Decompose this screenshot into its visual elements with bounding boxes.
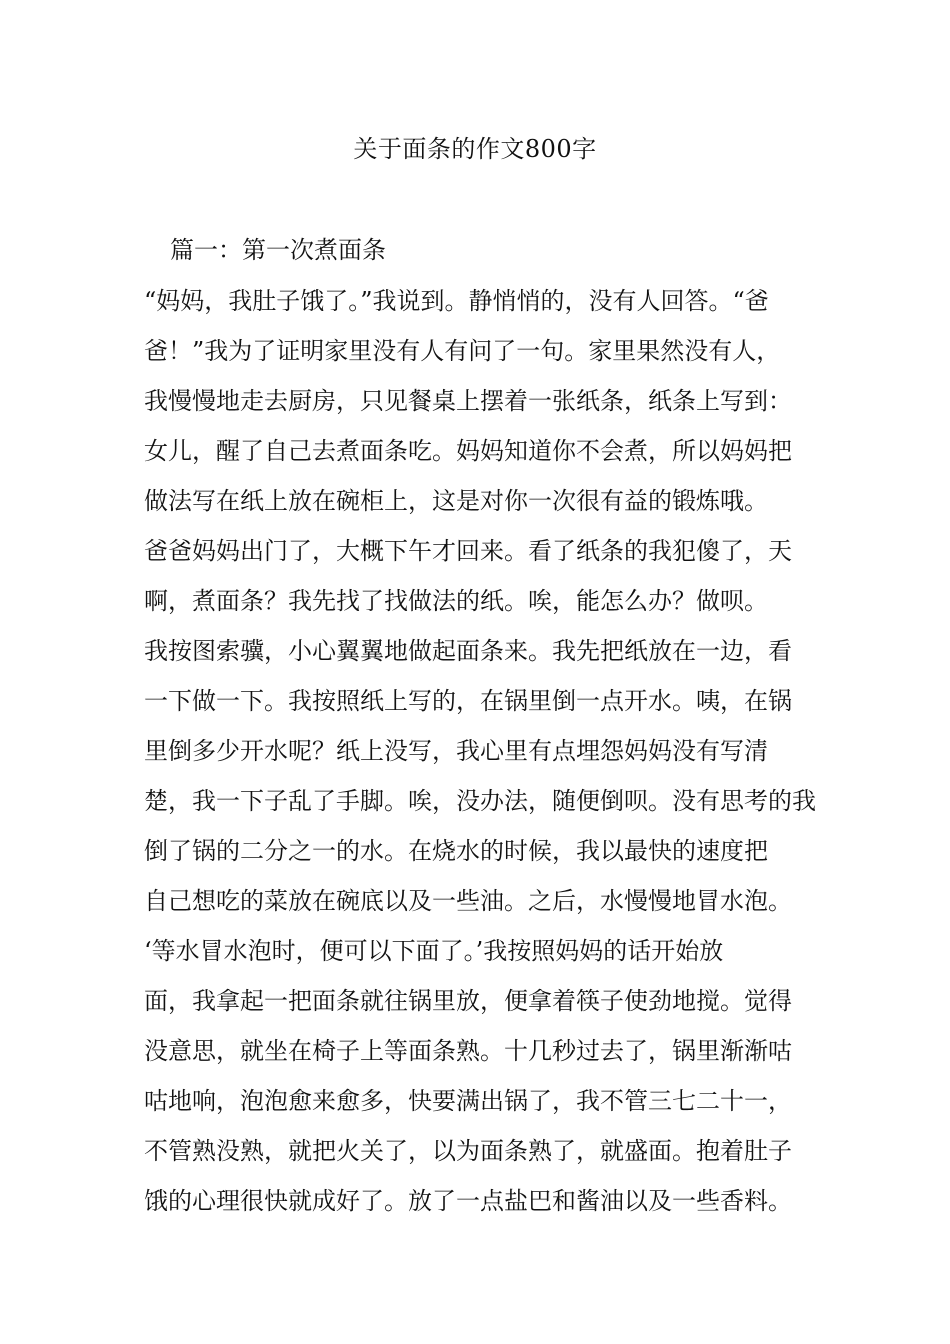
text-line: 里倒多少开水呢？纸上没写，我心里有点埋怨妈妈没有写清 xyxy=(144,737,768,765)
text-line: ‘等水冒水泡时，便可以下面了。’我按照妈妈的话开始放 xyxy=(144,937,724,965)
text-line: 楚，我一下子乱了手脚。唉，没办法，随便倒呗。没有思考的我 xyxy=(144,787,816,815)
text-line: 倒了锅的二分之一的水。在烧水的时候，我以最快的速度把 xyxy=(144,837,768,865)
text-line: 一下做一下。我按照纸上写的，在锅里倒一点开水。咦，在锅 xyxy=(144,687,792,715)
text-line: “妈妈，我肚子饿了。”我说到。静悄悄的，没有人回答。“爸 xyxy=(144,287,769,315)
text-line: 自己想吃的菜放在碗底以及一些油。之后，水慢慢地冒水泡。 xyxy=(144,887,792,915)
document-title: 关于面条的作文800字 xyxy=(353,135,597,163)
section-heading: 篇一：第一次煮面条 xyxy=(170,236,386,264)
text-line: 不管熟没熟，就把火关了，以为面条熟了，就盛面。抱着肚子 xyxy=(144,1137,792,1165)
text-line: 饿的心理很快就成好了。放了一点盐巴和酱油以及一些香料。 xyxy=(144,1187,792,1215)
text-line: 我慢慢地走去厨房，只见餐桌上摆着一张纸条，纸条上写到： xyxy=(144,387,792,415)
text-line: 爸爸妈妈出门了，大概下午才回来。看了纸条的我犯傻了，天 xyxy=(144,537,792,565)
body-text xyxy=(144,284,834,1234)
text-line: 咕地响，泡泡愈来愈多，快要满出锅了，我不管三七二十一， xyxy=(144,1087,792,1115)
text-line: 没意思，就坐在椅子上等面条熟。十几秒过去了，锅里渐渐咕 xyxy=(144,1037,792,1065)
text-line: 我按图索骥，小心翼翼地做起面条来。我先把纸放在一边，看 xyxy=(144,637,792,665)
text-line: 女儿，醒了自己去煮面条吃。妈妈知道你不会煮，所以妈妈把 xyxy=(144,437,792,465)
text-line: 面，我拿起一把面条就往锅里放，便拿着筷子使劲地搅。觉得 xyxy=(144,987,792,1015)
text-line: 啊，煮面条？我先找了找做法的纸。唉，能怎么办？做呗。 xyxy=(144,587,768,615)
text-line: 做法写在纸上放在碗柜上，这是对你一次很有益的锻炼哦。 xyxy=(144,487,768,515)
text-line: 爸！”我为了证明家里没有人有问了一句。家里果然没有人， xyxy=(144,337,781,365)
